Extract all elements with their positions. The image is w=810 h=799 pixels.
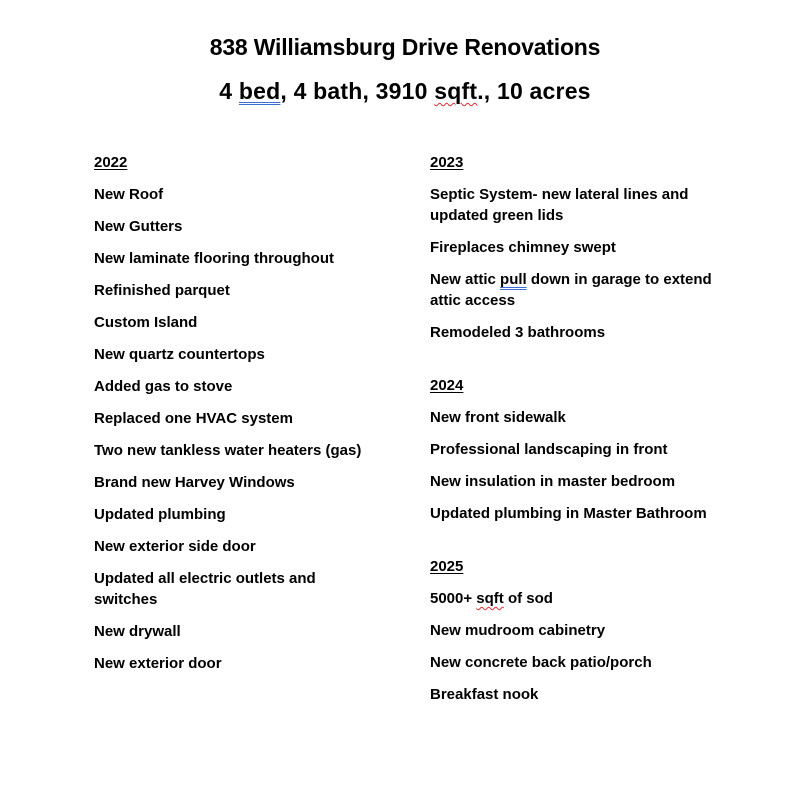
section-2024 [430,375,730,524]
section-2025 [430,556,730,705]
list-item: New exterior side door [94,538,256,555]
list-item: New quartz countertops [94,346,265,363]
list-item: New front sidewalk [430,409,566,426]
list-item: New laminate flooring throughout [94,250,334,267]
summary-part-2: , 4 bath, 3910 [280,78,435,104]
year-heading-2025: 2025 [430,558,464,575]
list-item: Breakfast nook [430,686,539,703]
year-heading-2023: 2023 [430,154,464,171]
list-item [430,588,730,609]
item-text-pre: New attic [430,271,501,288]
flagged-word-pull[interactable]: pull [500,271,527,288]
list-item: Refinished parquet [94,282,230,299]
year-heading-2024: 2024 [430,377,464,394]
list-item: Updated plumbing in Master Bathroom [430,505,707,522]
list-item: Septic System- new lateral lines and updated green lids [430,186,689,224]
left-column [94,152,374,706]
item-text-pre: 5000+ [430,590,477,607]
list-item [430,269,730,311]
section-2023 [430,152,730,343]
section-2022 [94,152,374,674]
list-item: Brand new Harvey Windows [94,474,295,491]
summary-part-1: 4 [219,78,239,104]
list-item: New drywall [94,623,181,640]
item-text-post: of sod [503,590,553,607]
list-item: Professional landscaping in front [430,441,668,458]
list-item: Custom Island [94,314,198,331]
document-title: 838 Williamsburg Drive Renovations [209,34,601,60]
list-item: New insulation in master bedroom [430,473,676,490]
right-column [430,152,730,737]
flagged-word-sqft[interactable]: sqft [476,590,504,607]
list-item: New concrete back patio/porch [430,654,652,671]
list-item: New Roof [94,186,164,203]
summary-part-3: ., 10 acres [477,78,591,104]
summary-bed-flagged[interactable]: bed [238,78,281,104]
item-text-post: down in garage to extend attic access [430,271,712,309]
list-item: New Gutters [94,218,183,235]
list-item: New mudroom cabinetry [430,622,606,639]
list-item: New exterior door [94,655,222,672]
summary-sqft-flagged[interactable]: sqft [434,78,478,104]
list-item: Updated all electric outlets and switches [94,570,316,608]
list-item: Two new tankless water heaters (gas) [94,442,362,459]
list-item: Fireplaces chimney swept [430,239,616,256]
year-heading-2022: 2022 [94,154,128,171]
list-item: Replaced one HVAC system [94,410,293,427]
property-summary [0,78,810,105]
list-item: Remodeled 3 bathrooms [430,324,606,341]
list-item: Updated plumbing [94,506,226,523]
list-item: Added gas to stove [94,378,233,395]
